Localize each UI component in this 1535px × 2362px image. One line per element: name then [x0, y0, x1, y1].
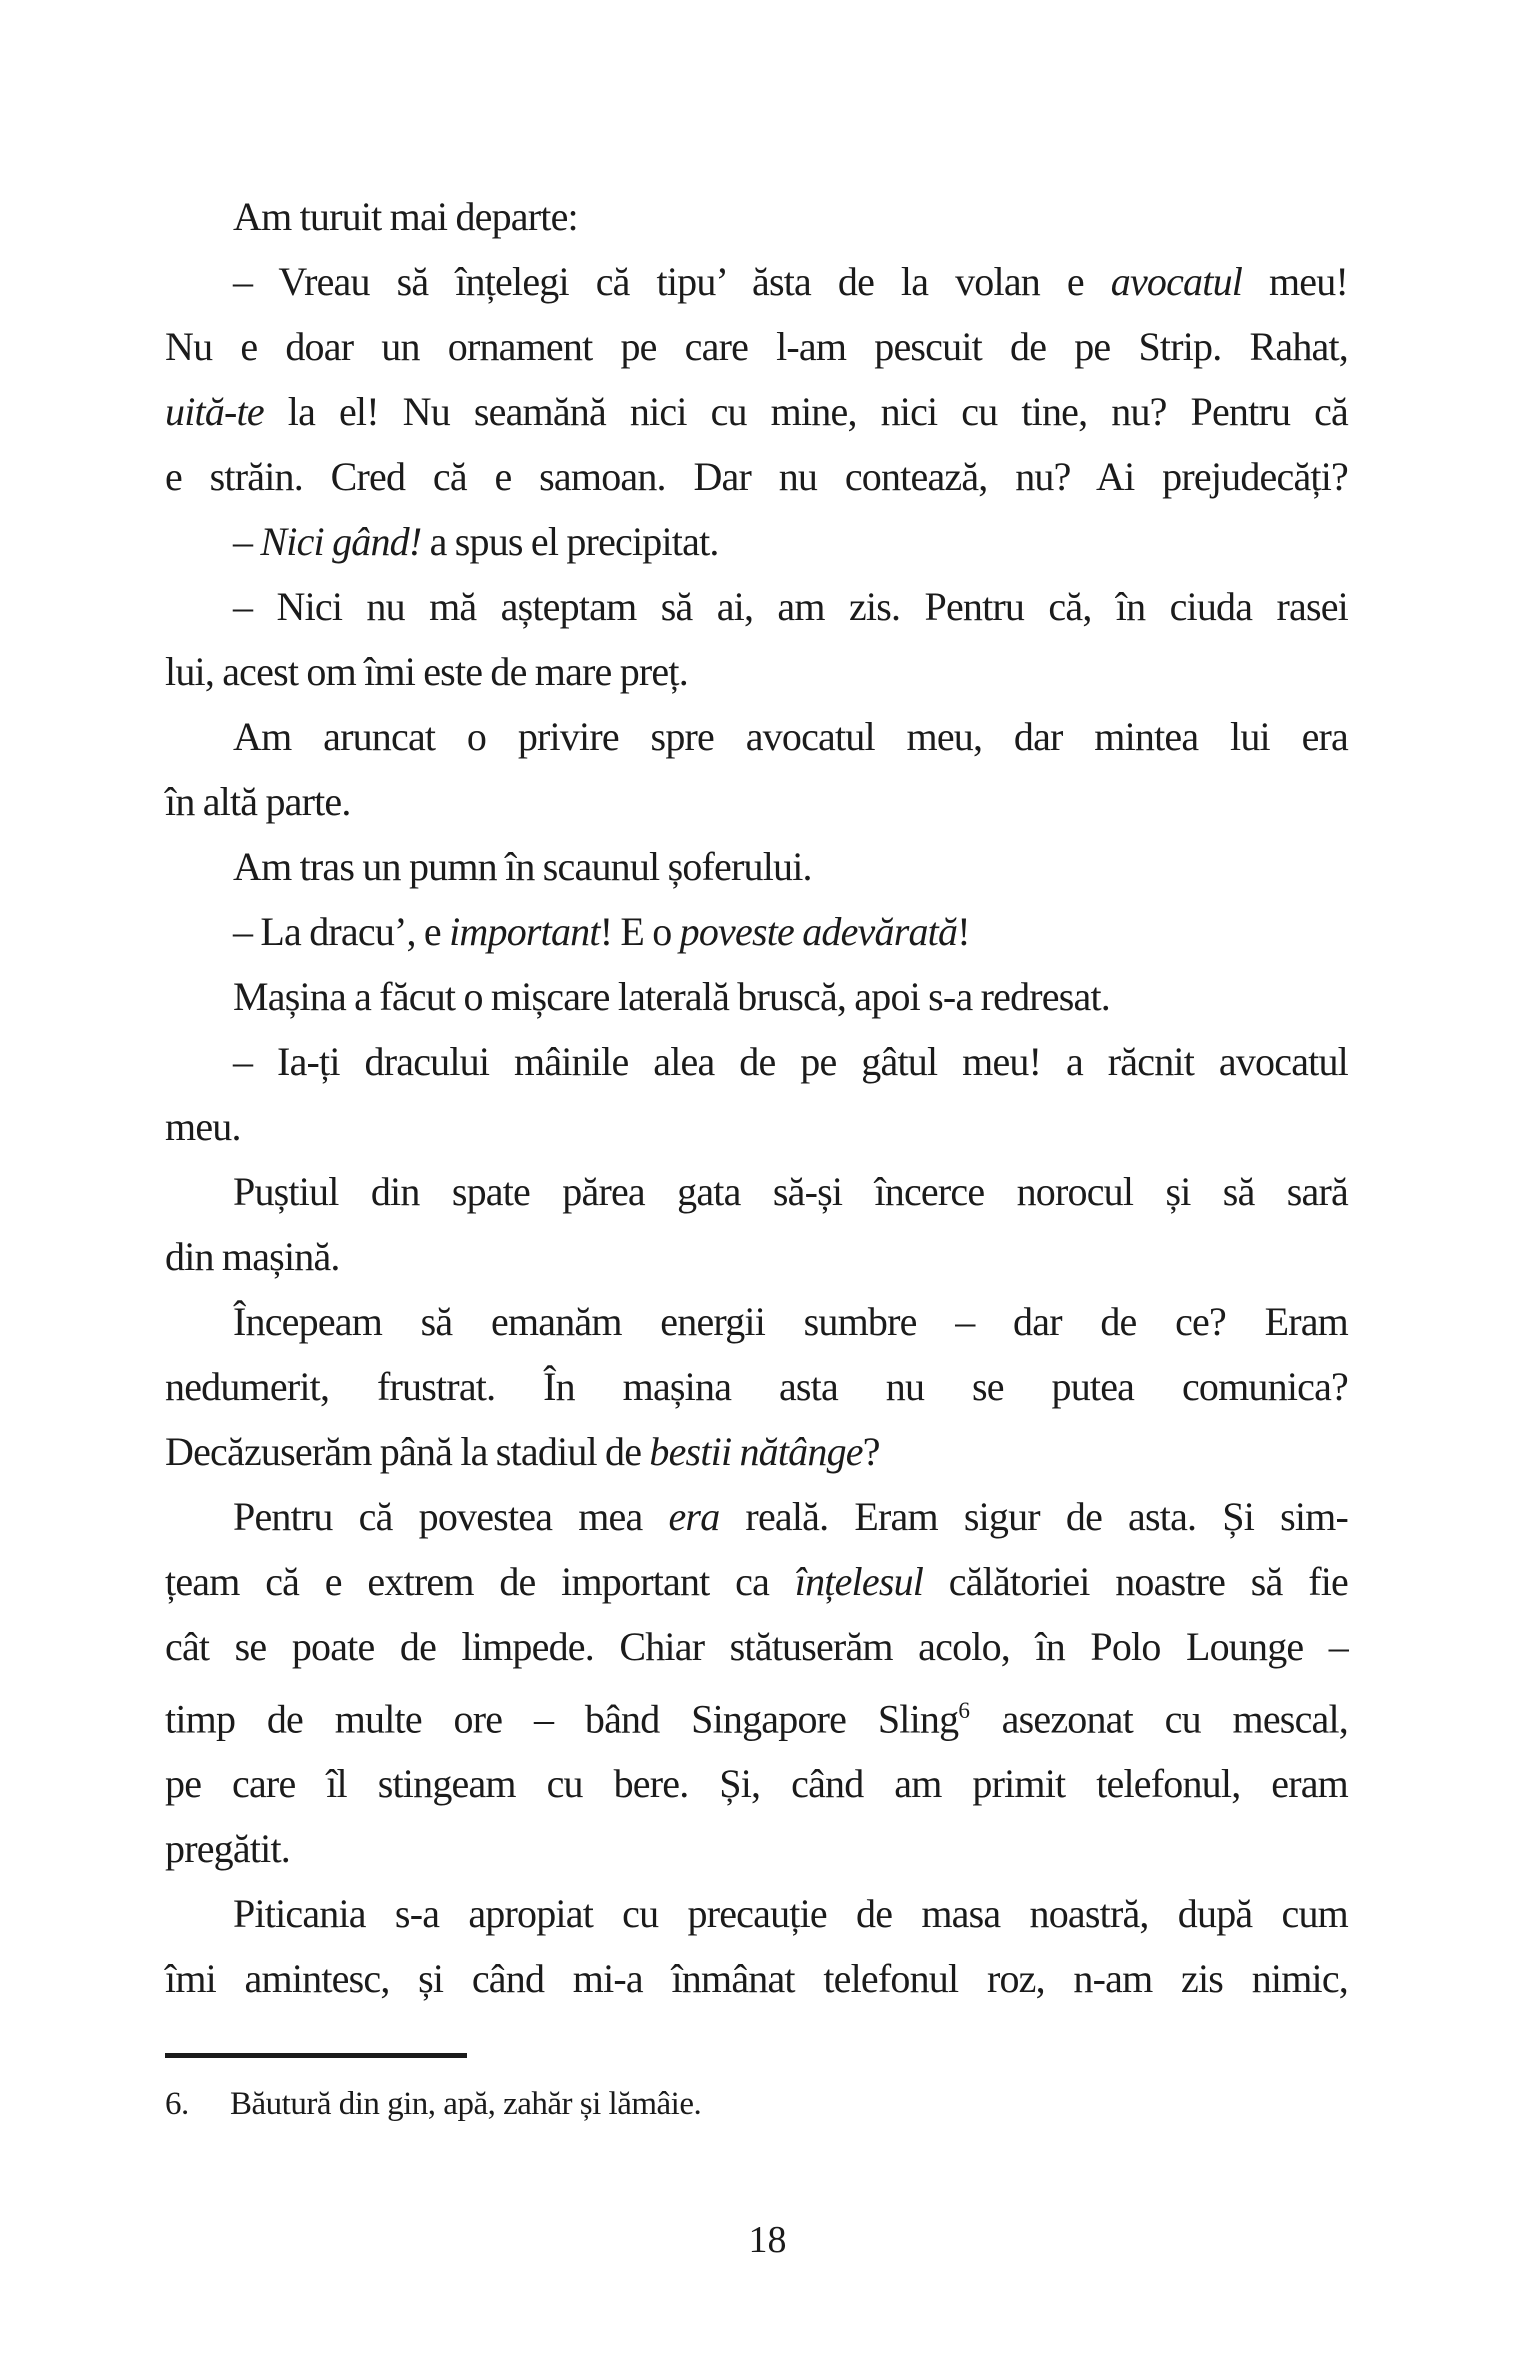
text-line — [165, 1484, 1348, 1549]
text-line — [165, 1159, 1348, 1224]
text-line — [165, 574, 1348, 639]
text-line — [165, 834, 1348, 899]
body-text: Pentru că povestea mea — [233, 1494, 669, 1539]
body-text: reală. Eram sigur de asta. Și sim- — [719, 1494, 1348, 1539]
text-line — [165, 1614, 1348, 1679]
italic-text: important — [449, 909, 600, 954]
text-line — [165, 1029, 1348, 1094]
text-line — [165, 1881, 1348, 1946]
text-line — [165, 249, 1348, 314]
footnote-text: Băutură din gin, apă, zahăr și lămâie. — [230, 2086, 702, 2122]
footnote-divider — [165, 2053, 467, 2058]
body-text: – Nici nu mă așteptam să ai, am zis. Pentru că, în ciuda rasei — [233, 584, 1348, 629]
body-text: în altă parte. — [165, 779, 351, 824]
body-text: Puștiul din spate părea gata să-și încerce norocul și să sară — [233, 1169, 1348, 1214]
text-line — [165, 509, 1348, 574]
footnote-marker: 6. — [165, 2086, 189, 2122]
body-text: Am turuit mai departe: — [233, 194, 578, 239]
italic-text: Nici gând! — [260, 519, 422, 564]
body-text: pe care îl stingeam cu bere. Și, când am primit telefonul, eram — [165, 1761, 1348, 1807]
text-line — [165, 1419, 1348, 1484]
body-text: ! E o — [599, 909, 680, 954]
body-text: din mașină. — [165, 1234, 340, 1279]
body-text: Am tras un pumn în scaunul șoferului. — [233, 844, 812, 889]
body-text: Decăzuserăm până la stadiul de — [165, 1429, 650, 1474]
body-text: meu! — [1242, 259, 1348, 304]
body-text: la el! Nu seamănă nici cu mine, nici cu tine, nu? Pentru că — [263, 389, 1348, 434]
body-text: – Vreau să înțelegi că tipu’ ăsta de la volan e — [233, 259, 1111, 304]
text-line — [165, 444, 1348, 509]
text-line — [165, 1679, 1348, 1751]
text-line — [165, 964, 1348, 1029]
body-text: nedumerit, frustrat. În mașina asta nu se putea comunica? — [165, 1364, 1348, 1409]
body-text: Începeam să emanăm energii sumbre – dar de ce? Eram — [233, 1299, 1348, 1344]
text-line — [165, 314, 1348, 379]
body-text: Nu e doar un ornament pe care l-am pescuit de pe Strip. Rahat, — [165, 324, 1348, 369]
body-text: Mașina a făcut o mișcare laterală bruscă, apoi s-a redresat. — [233, 974, 1110, 1019]
text-line — [165, 379, 1348, 444]
body-text: a spus el precipitat. — [421, 519, 719, 564]
text-line — [165, 1946, 1348, 2011]
text-line — [165, 639, 1348, 704]
body-text: e străin. Cred că e samoan. Dar nu contează, nu? Ai prejudecăți? — [165, 454, 1348, 499]
italic-text: bestii nătânge — [649, 1429, 863, 1474]
body-text: Piticania s-a apropiat cu precauție de masa noastră, după cum — [233, 1891, 1348, 1937]
body-text: țeam că e extrem de important ca — [165, 1559, 795, 1604]
text-line — [165, 1549, 1348, 1614]
body-text: Am aruncat o privire spre avocatul meu, dar mintea lui era — [233, 714, 1348, 759]
body-text: ? — [862, 1429, 880, 1474]
body-text: asezonat cu mescal, — [969, 1696, 1348, 1742]
body-text: călătoriei noastre să fie — [923, 1559, 1348, 1604]
body-text: cât se poate de limpede. Chiar stătuserăm acolo, în Polo Lounge – — [165, 1624, 1348, 1669]
body-text: îmi amintesc, și când mi-a înmânat telefonul roz, n-am zis nimic, — [165, 1956, 1348, 2002]
body-text: lui, acest om îmi este de mare preț. — [165, 649, 688, 694]
italic-text: avocatul — [1110, 259, 1243, 304]
text-line — [165, 769, 1348, 834]
footnote-reference: 6 — [958, 1698, 970, 1724]
text-line — [165, 184, 1348, 249]
body-text: ! — [957, 909, 970, 954]
text-line — [165, 1094, 1348, 1159]
page-number: 18 — [748, 2219, 787, 2261]
body-text: meu. — [165, 1104, 241, 1149]
body-text: pregătit. — [165, 1826, 290, 1872]
body-text: – — [233, 519, 261, 564]
footnote — [165, 2082, 1348, 2126]
italic-text: era — [668, 1494, 720, 1539]
italic-text: înțelesul — [794, 1559, 924, 1604]
text-line — [165, 1751, 1348, 1816]
body-text: timp de multe ore – bând Singapore Sling — [165, 1696, 959, 1742]
italic-text: poveste adevărată — [679, 909, 958, 954]
text-line — [165, 704, 1348, 769]
text-line — [165, 899, 1348, 964]
text-line — [165, 1224, 1348, 1289]
text-block — [165, 184, 1348, 2011]
text-line — [165, 1354, 1348, 1419]
italic-text: uită-te — [165, 389, 264, 434]
text-line — [165, 1816, 1348, 1881]
text-line — [165, 1289, 1348, 1354]
body-text: – La dracu’, e — [233, 909, 450, 954]
body-text: – Ia-ți dracului mâinile alea de pe gâtul meu! a răcnit avocatul — [233, 1039, 1348, 1084]
